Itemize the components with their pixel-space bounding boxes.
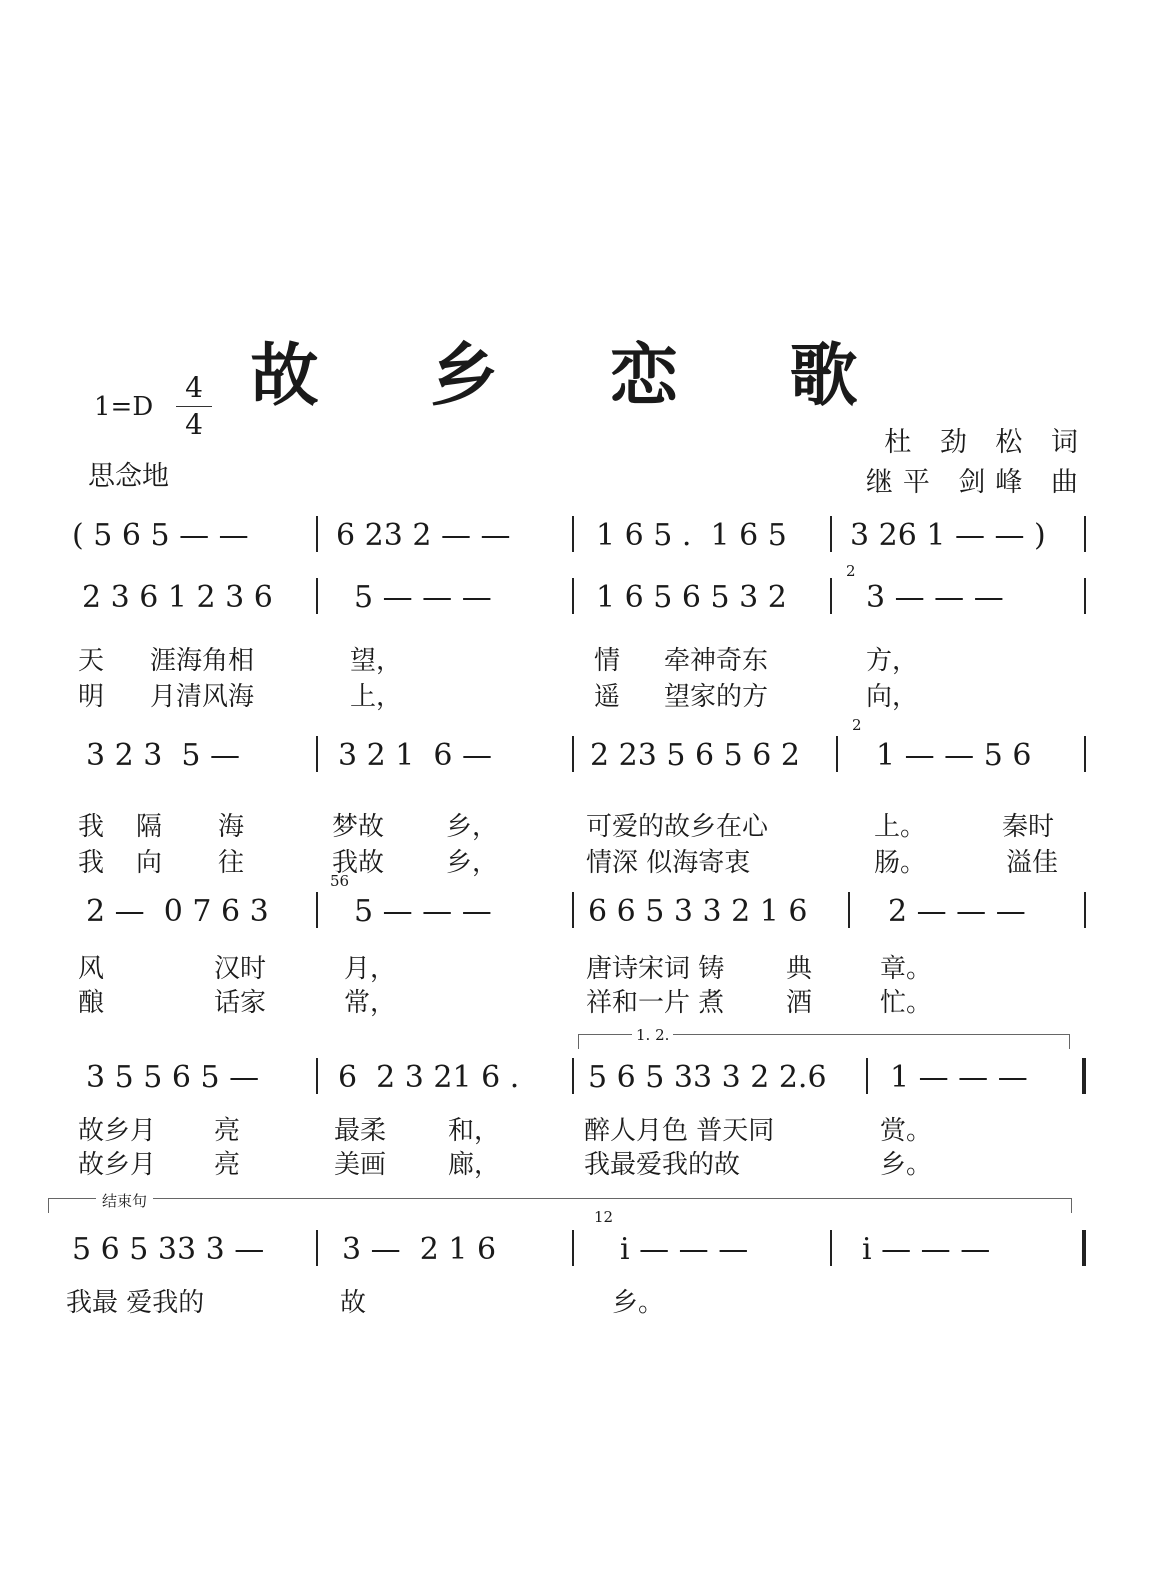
measure-2-4: 3 — — —: [866, 580, 1004, 615]
lyric: 秦时: [1002, 812, 1055, 842]
measure-3-1: 3 2 3 5 —: [86, 738, 241, 773]
measure-4-2: 5 — — —: [354, 894, 492, 929]
lyric: 醉人月色 普天同: [584, 1116, 775, 1146]
lyrics-row-2a: [0, 640, 1152, 674]
notation-row-4: [0, 894, 1152, 938]
lyric: 月，: [344, 954, 397, 984]
lyric: 向，: [866, 682, 919, 712]
lyric: 常，: [344, 988, 397, 1018]
grace-note: 12: [594, 1208, 614, 1226]
lyric: 遥: [594, 682, 621, 712]
lyric: 忙。: [880, 988, 933, 1018]
measure-2-3: 1 6 5 6 5 3 2: [596, 580, 787, 615]
lyrics-row-5a: [0, 1110, 1152, 1144]
key-signature: 1=D: [94, 392, 154, 422]
notation-row-1: [0, 518, 1152, 562]
lyric: 隔: [136, 812, 163, 842]
grace-note: 56: [330, 872, 350, 890]
lyrics-row-6: [0, 1282, 1152, 1316]
lyric: 风: [78, 954, 105, 984]
notation-row-5: [0, 1060, 1152, 1104]
measure-1-3: 1 6 5 . 1 6 5: [596, 518, 787, 553]
composer-credit: 继平 剑峰 曲: [865, 467, 1088, 498]
lyric: 和，: [448, 1116, 501, 1146]
song-title: 故 乡 恋 歌: [250, 336, 902, 416]
measure-3-3: 2 23 5 6 5 6 2: [590, 738, 800, 773]
ending-label: 结束句: [96, 1190, 153, 1211]
lyric: 天: [78, 646, 105, 676]
lyric: 牵神奇东: [664, 646, 769, 676]
lyric: 涯海角相: [150, 646, 255, 676]
lyric: 章。: [880, 954, 933, 984]
lyrics-row-5b: [0, 1144, 1152, 1178]
lyric: 廊，: [448, 1150, 501, 1180]
ending-bracket: [48, 1198, 1072, 1213]
lyric: 望家的方: [664, 682, 769, 712]
mood-marking: 思念地: [88, 461, 169, 492]
grace-note: 2: [852, 716, 862, 734]
lyrics-row-3a: [0, 806, 1152, 840]
lyrics-row-4a: [0, 948, 1152, 982]
lyrics-row-3b: [0, 842, 1152, 876]
lyric: 祥和一片 煮: [586, 988, 725, 1018]
lyricist-credit: 杜 劲 松 词: [884, 427, 1088, 458]
lyric: 肠。: [874, 848, 927, 878]
lyric: 我: [78, 812, 105, 842]
lyric: 亮: [214, 1150, 241, 1180]
lyric: 典: [786, 954, 813, 984]
lyric: 乡。: [880, 1150, 933, 1180]
lyric: 可爱的故乡在心: [586, 812, 769, 842]
measure-2-2: 5 — — —: [354, 580, 492, 615]
volta-label: 1. 2.: [632, 1026, 673, 1044]
measure-1-4: 3 26 1 — — ): [850, 518, 1046, 553]
lyric: 我故: [332, 848, 385, 878]
measure-5-2: 6 2 3 21 6 .: [338, 1060, 520, 1095]
lyric: 情深 似海寄衷: [586, 848, 751, 878]
lyric: 乡。: [612, 1288, 665, 1318]
lyric: 明: [78, 682, 105, 712]
measure-5-4: 1 — — —: [890, 1060, 1028, 1095]
lyric: 溢佳: [1006, 848, 1059, 878]
lyric: 梦故: [332, 812, 385, 842]
lyric: 最柔: [334, 1116, 387, 1146]
lyric: 亮: [214, 1116, 241, 1146]
lyric: 上。: [874, 812, 927, 842]
lyric: 唐诗宋词 铸: [586, 954, 725, 984]
lyric: 向: [136, 848, 163, 878]
lyric: 望，: [350, 646, 403, 676]
lyric: 乡，: [446, 848, 499, 878]
measure-6-3: i — — —: [620, 1232, 749, 1267]
measure-2-1: 2 3 6 1 2 3 6: [82, 580, 273, 615]
measure-3-4: 1 — — 5 6: [876, 738, 1032, 773]
lyric: 酒: [786, 988, 813, 1018]
lyric: 故乡月: [78, 1150, 157, 1180]
lyric: 美画: [334, 1150, 387, 1180]
lyric: 海: [218, 812, 245, 842]
lyric: 故乡月: [78, 1116, 157, 1146]
measure-5-1: 3 5 5 6 5 —: [86, 1060, 260, 1095]
lyric: 汉时: [214, 954, 267, 984]
time-sig-bottom: 4: [185, 408, 203, 441]
lyric: 我最 爱我的: [66, 1288, 205, 1318]
measure-3-2: 3 2 1 6 —: [338, 738, 493, 773]
measure-1-2: 6 23 2 — —: [336, 518, 511, 553]
lyric: 方，: [866, 646, 919, 676]
notation-row-3: [0, 738, 1152, 782]
measure-4-4: 2 — — —: [888, 894, 1026, 929]
lyric: 情: [594, 646, 621, 676]
lyric: 话家: [214, 988, 267, 1018]
lyric: 我最爱我的故: [584, 1150, 741, 1180]
time-sig-top: 4: [185, 371, 203, 404]
lyric: 故: [340, 1288, 367, 1318]
measure-4-1: 2 — 0 7 6 3: [86, 894, 269, 929]
measure-5-3: 5 6 5 33 3 2 2.6: [588, 1060, 827, 1095]
lyric: 上，: [350, 682, 403, 712]
lyric: 乡，: [446, 812, 499, 842]
notation-row-6: [0, 1232, 1152, 1276]
measure-6-4: i — — —: [862, 1232, 991, 1267]
lyric: 月清风海: [150, 682, 255, 712]
measure-1-1: ( 5 6 5 — —: [72, 518, 249, 553]
lyrics-row-4b: [0, 982, 1152, 1016]
lyric: 往: [218, 848, 245, 878]
time-signature: [176, 372, 212, 441]
lyrics-row-2b: [0, 676, 1152, 710]
lyric: 酿: [78, 988, 105, 1018]
measure-4-3: 6 6 5 3 3 2 1 6: [588, 894, 808, 929]
grace-note: 2: [846, 562, 856, 580]
lyric: 赏。: [880, 1116, 933, 1146]
measure-6-2: 3 — 2 1 6: [342, 1232, 497, 1267]
notation-row-2: [0, 580, 1152, 624]
lyric: 我: [78, 848, 105, 878]
measure-6-1: 5 6 5 33 3 —: [72, 1232, 265, 1267]
